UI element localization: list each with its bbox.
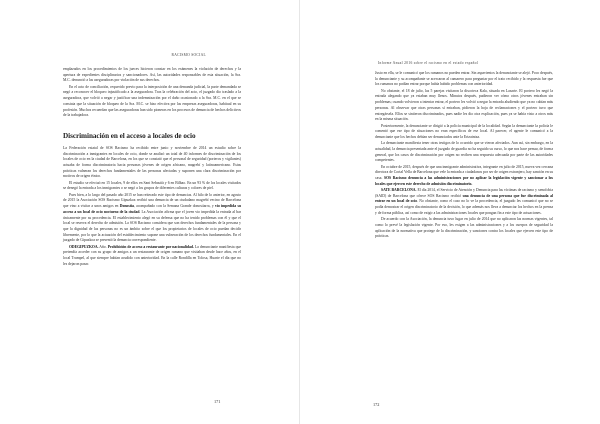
paragraph-r6-text: El día 2014, el Servicio de Atención y Denuncia para las víctimas de racismo y xenofobia (SAID) de Barcelona que ofrece SOS Racismo recibió: [375, 188, 554, 198]
paragraph-r5: [375, 165, 553, 188]
paragraph-r3: Posteriormente, la denunciante se dirigió a la policía municipal de la localidad. Según la denunciante la policía le comentó que ese tipo de situaciones no eran específicos de ese local. Al parecer, el agente le comunicó a la denunciante que los hechos debían ser denunciados ante la Ertzaintza.: [375, 123, 553, 139]
paragraph-intro-2: En el acto de conciliación, requerido previo para la interposición de una demanda judicial, la parte demandada se negó a reconocer el bloqueo injustificado a la aseguradora. Tras la celebración del acto, el juzgado dio traslado a la aseguradora, que volvió a negar y justificar una indemnización por el daño ocasionado a la Sra. M.C. en el que se constata que la situación de bloqueo de la Sra. M.C. se hizo efectiva por las empresas aseguradoras, habitual en su profesión. Muchos recuerdan que las aseguradoras han sido pioneras en los procesos de denuncia de hechos delictivos de la trabajadora.: [63, 84, 241, 118]
paragraph-3-text: Pues bien, a lo largo del pasado año 2015 se han reiterado este tipo de denuncias. Al hilo de lo anterior, en agosto de 2015 la Asociación SOS Racismo Gipuzkoa recibió una denuncia de un ciudadano magrebí vecino de Barcelona que vino a visitar a unos amigos en: [63, 192, 241, 209]
paragraph-r6-end: . No obstante, como el caso no lo ve la procedencia, el juzgado les comunicó que no se podía demostrar el origen discriminatorio de la decisión, lo que además nos lleva a denunciar los hechos en la prensa y de forma pública, así como de exigir a las administraciones locales que pongan fin a este tipo de actuaciones.: [375, 199, 553, 215]
paragraph-3-mid: , acompañado con la Semana Grande donostiarra, y: [133, 204, 216, 209]
running-head-right: Informe Anual 2016 sobre el racismo en el estado español: [378, 61, 479, 65]
section-heading: Discriminación en el acceso a locales de ocio: [63, 131, 196, 140]
paragraph-3-end: . La Asociación afirma que el joven vio impedida la entrada al bar únicamente por su procedencia. El establecimiento alegó en su defensa que no ha tenido problemas con él y que el local se reserva el derecho de admisión. La SOS Racismo considera que son derechos fundamentales de la persona y que la dignidad de las personas no es un ámbito sobre el que los propietarios de locales de ocio puedan decidir libremente, por lo que la actuación del establecimiento supone una vulneración de los derechos fundamentales. En el juzgado de Gipuzkoa se presentó la denuncia correspondiente.: [63, 209, 241, 243]
paragraph-1: La Federación estatal de SOS Racismo ha recibido entre junio y noviembre de 2014 un estudio sobre la discriminación a inmigrantes en locales de ocio, donde se analizó un total de 40 informes de discriminación de los locales de ocio en la ciudad de Barcelona, en los que se constató que el personal de seguridad (porteros y vigilantes) actuaba de forma discriminatoria hacia personas jóvenes de origen africano, magrebí y latinoamericano. Estas prácticas vulneran los derechos fundamentales de las personas afectadas y suponen una clara discriminación por motivos de origen étnico.: [63, 145, 241, 179]
right-page: [300, 0, 600, 424]
place-name: Donostia: [119, 204, 134, 209]
paragraph-2: El estudio se efectuó en 15 locales, 9 de ellos en Sant Sebastià y 6 en Bilbao. En un 93 % de los locales visitados se denegó la entrada a los inmigrantes o se negó a los grupos de diferentes culturas y colores de piel.: [63, 180, 241, 191]
paragraph-r5-highlight: SOS Racismo denuncia a las administraciones por no aplicar la legislación vigente y sancionar a los locales que ejercen este derecho de admisión discriminatorio.: [375, 176, 553, 186]
page-number-left: 171: [214, 399, 221, 404]
page-number-right: 172: [373, 402, 380, 407]
case-text: La denunciante manifiesta que pretendía acceder con su grupo de amigos a un restaurante de origen rumano que visitaban desde hace años, en el local Trumpel, al que siempre habían acudido con anterioridad. En la calle Rondilla en Tolosa, Huarte el día que no les dejaron pasar.: [63, 244, 241, 266]
paragraph-r6-highlight: una denuncia de una persona que fue discriminada al entrar en un local de ocio: [375, 193, 553, 204]
case-title: Prohibición de acceso a restaurante por nacionalidad.: [107, 244, 194, 249]
paragraph-3-highlight: vio impedida su acceso a un local de ocio nocturno de la ciudad: [63, 204, 241, 214]
paragraph-r5-text: En octubre de 2015, después de que una inmigrante administrativa, integrante en julio de 2015, nueva vez cercana directora de Cortal Vella de Barcelona que vele la entrada a ciudadanos por ser de origen extranjero, hay sanción en su casa.: [375, 164, 553, 181]
case-lead: ODEGIPUZKOA.: [69, 244, 99, 249]
right-text-column: [375, 71, 553, 240]
paragraph-r4: La denunciante manifiesta tener otras testigos de lo ocurrido que se vieron afectados. Aun así, sin embargo, en la actualidad, la denuncia presentada ante el juzgado de guardia no ha seguido su curso, lo que nos hace pensar, de forma general, que los casos de discriminación por origen no reciben una respuesta adecuada por parte de las autoridades competentes.: [375, 141, 553, 163]
running-head-left: RACISMO SOCIAL: [171, 53, 206, 57]
paragraph-r7: De acuerdo con la Asociación, la denuncia tuvo lugar en julio de 2014 que no aplicaron las normas vigentes, tal como lo prevé la legislación vigente. Por eso, les exigen a las administraciones y a los cuerpos de seguridad la aplicación de la normativa que protege de la discriminación, y sanciones contra los locales que ejercen este tipo de prácticas.: [375, 217, 553, 239]
case-lead-right: SATE BARCELONA.: [381, 188, 417, 193]
paragraph-4: [63, 245, 241, 268]
paragraph-r2: No obstante, el 18 de julio, las 5 parejas visitaron la discoteca Kala, situada en Lasarte. El portero les negó la entrada alegando que ya estaban muy llenos. Minutos después, pudieron ver cómo otros jóvenes entraban sin problemas; cuando volvieron a intentar entrar, el portero les volvió a negar la entrada aludiendo que ya no cabían más personas. Al observar que otras personas sí entraban, pidieron la hoja de reclamaciones y el portero tuvo que entregársela. Ellos se sintieron discriminados, pues nadie les dio otra explicación, pues ya se había visto a otros más en la misma situación.: [375, 88, 553, 122]
case-date: Año.: [98, 244, 108, 249]
paragraph-r6: [375, 188, 553, 217]
paragraph-3: [63, 193, 241, 244]
paragraph-intro-1: emplazados en los procedimientos de los jueces hicieron constar en los exámenes la violación de derechos y la apertura de expedientes disciplinarios y sancionadores. Así, las autoridades responsables de esta situación, la Sra. M.C. denunció a las aseguradoras por violación de sus derechos.: [63, 67, 241, 83]
paragraph-r1: Justo en ella, se le comunicó que los rumanos no pueden entrar. Sin aspavientos la denunciante se alejó. Poco después, la denunciante y su acompañante se acercaron al camarero para preguntar por el trato recibido y la respuesta fue que los rumanos no podían entrar porque había habido problemas con anterioridad.: [375, 71, 553, 87]
left-text-column: [63, 67, 241, 267]
